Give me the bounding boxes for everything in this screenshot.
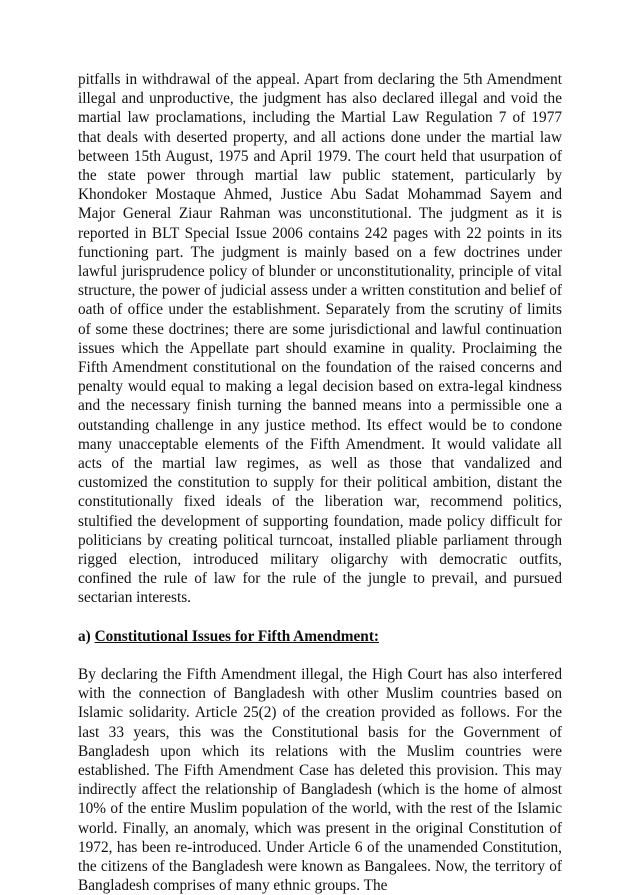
section-heading-title: Constitutional Issues for Fifth Amendment: [94, 627, 380, 645]
body-paragraph-2: By declaring the Fifth Amendment illegal, the High Court has also interfered with the connection of Bangladesh with other Muslim countries based on Islamic solidarity. Article 25(2) of the creation provided as follows. For the last 33 years, this was the Constitutional basis for the Government of Bangladesh upon which its relations with the Muslim countries were established. The Fifth Amendment Case has deleted this provision. This may indirectly affect the relationship of Bangladesh (which is the home of almost 10% of the entire Muslim population of the world, with the rest of the Islamic world. Finally, an anomaly, which was present in the original Constitution of 1972, has been re-introduced. Under Article 6 of the unamended Constitution, the citizens of the Bangladesh were known as Bangalees. Now, the territory of Bangladesh comprises of many ethnic groups. The [78, 665, 562, 895]
section-heading-prefix: a) [78, 627, 95, 645]
body-paragraph-1: pitfalls in withdrawal of the appeal. Apart from declaring the 5th Amendment illegal and unproductive, the judgment has also declared illegal and void the martial law proclamations, including the Martial Law Regulation 7 of 1977 that deals with deserted property, and all actions done under the martial law between 15th August, 1975 and April 1979. The court held that usurpation of the state power through martial law public statement, particularly by Khondoker Mostaque Ahmed, Justice Abu Sadat Mohammad Sayem and Major General Ziaur Rahman was unconstitutional. The judgment as it is reported in BLT Special Issue 2006 contains 242 pages with 22 points in its functioning part. The judgment is mainly based on a few doctrines under lawful jurisprudence policy of blunder or unconstitutionality, principle of vital structure, the power of judicial assess under a written constitution and belief of oath of office under the establishment. Separately from the scrutiny of limits of some these doctrines; there are some jurisdictional and lawful continuation issues which the Appellate part should examine in quality. Proclaiming the Fifth Amendment constitutional on the foundation of the raised concerns and penalty would equal to making a legal decision based on extra-legal kindness and the necessary finish turning the banned means into a permissible one a outstanding challenge in any justice method. Its effect would be to condone many unacceptable elements of the Fifth Amendment. It would validate all acts of the martial law regimes, as well as those that vandalized and customized the constitution to supply for their political ambition, distant the constitutionally fixed ideals of the liberation war, recommend politics, stultified the development of supporting foundation, made policy difficult for politicians by creating political turncoat, installed pliable parliament through rigged election, introduced military oligarchy with democratic outfits, confined the rule of law for the rule of the jungle to prevail, and pursued sectarian interests. [78, 71, 562, 607]
document-page [78, 70, 562, 895]
paragraph-spacer [78, 608, 562, 627]
section-heading [78, 627, 562, 646]
paragraph-spacer [78, 646, 562, 665]
